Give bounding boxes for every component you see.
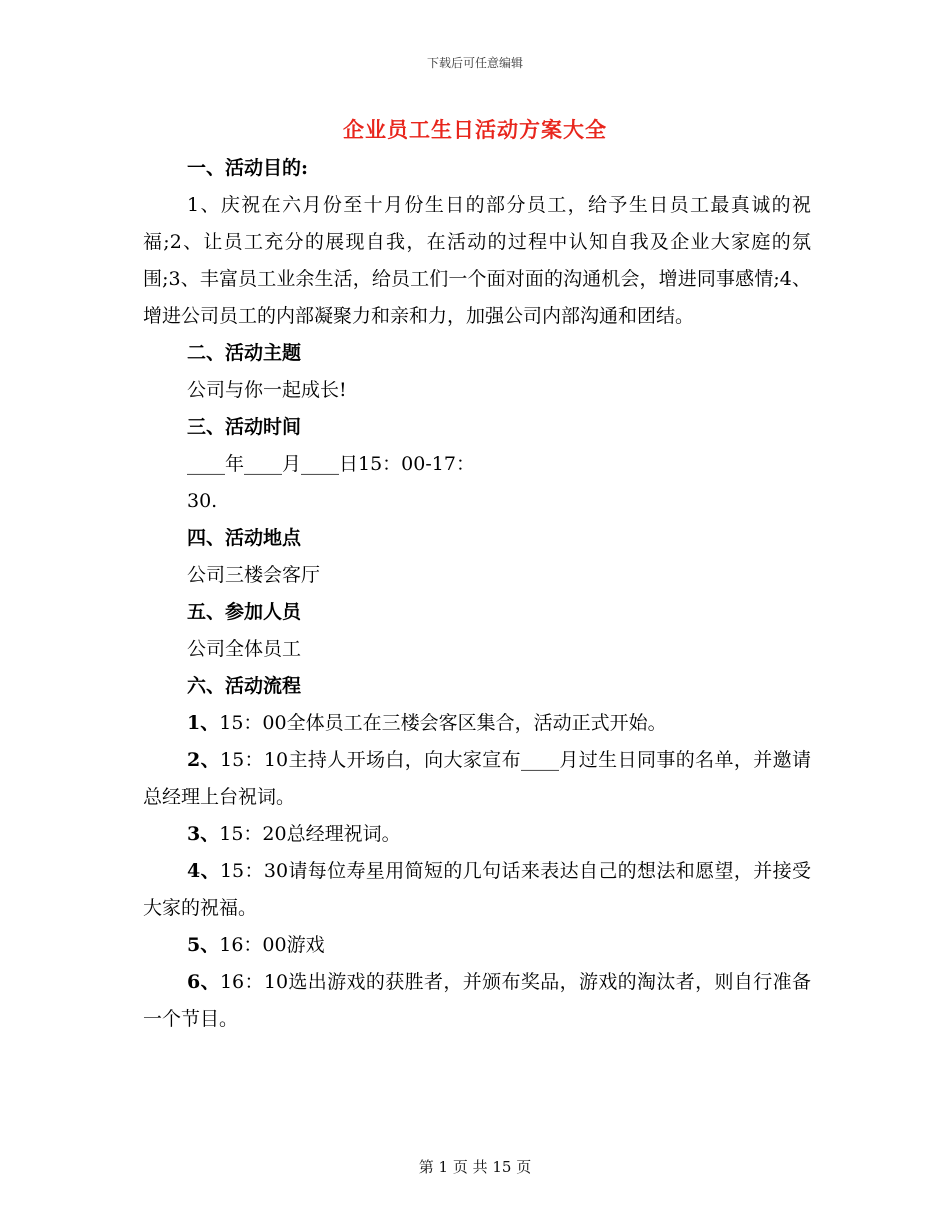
place-paragraph: 公司三楼会客厅 [187, 564, 321, 586]
purpose-paragraph: 1、庆祝在六月份至十月份生日的部分员工，给予生日员工最真诚的祝福;2、让员工充分的展现自我，在活动的过程中认知自我及企业大家庭的氛围;3、丰富员工业余生活，给员工们一个面对面的沟通机会，增进同事感情;4、增进公司员工的内部凝聚力和亲和力，加强公司内部沟通和团结。 [143, 194, 811, 327]
time-paragraph-line1: ____年____月____日15：00-17： [187, 453, 475, 475]
page-footer: 第 1 页 共 15 页 [418, 1158, 532, 1176]
flow-step-text: 15：10主持人开场白，向大家宣布____月过生日同事的名单，并邀请总经理上台祝词。 [143, 749, 811, 808]
flow-step-number: 5、 [187, 934, 220, 956]
flow-step [143, 927, 811, 964]
header-note: 下载后可任意编辑 [426, 56, 523, 70]
flow-step-number: 3、 [187, 823, 220, 845]
flow-step [143, 853, 811, 927]
flow-step-number: 4、 [187, 860, 220, 882]
flow-step [143, 964, 811, 1038]
flow-step-number: 1、 [187, 712, 220, 734]
flow-step-text: 15：30请每位寿星用简短的几句话来表达自己的想法和愿望，并接受大家的祝福。 [143, 860, 811, 919]
document-body [143, 150, 811, 1038]
flow-step [143, 705, 811, 742]
flow-step-number: 2、 [187, 749, 220, 771]
section-heading-place: 四、活动地点 [187, 527, 302, 549]
document-title: 企业员工生日活动方案大全 [343, 117, 607, 142]
flow-step-text: 15：20总经理祝词。 [219, 823, 401, 845]
people-paragraph: 公司全体员工 [187, 638, 302, 660]
section-heading-time: 三、活动时间 [187, 416, 302, 438]
theme-paragraph: 公司与你一起成长! [187, 379, 347, 401]
flow-step-text: 15：00全体员工在三楼会客区集合，活动正式开始。 [219, 712, 667, 734]
flow-step-number: 6、 [187, 971, 220, 993]
section-heading-theme: 二、活动主题 [187, 342, 302, 364]
flow-step [143, 742, 811, 816]
section-heading-people: 五、参加人员 [187, 601, 302, 623]
flow-step [143, 816, 811, 853]
time-paragraph-line2: 30. [187, 490, 218, 512]
section-heading-flow: 六、活动流程 [187, 675, 302, 697]
flow-step-text: 16：10选出游戏的获胜者，并颁布奖品，游戏的淘汰者，则自行准备一个节目。 [143, 971, 811, 1030]
section-heading-purpose: 一、活动目的: [187, 157, 309, 179]
flow-step-text: 16：00游戏 [219, 934, 325, 956]
